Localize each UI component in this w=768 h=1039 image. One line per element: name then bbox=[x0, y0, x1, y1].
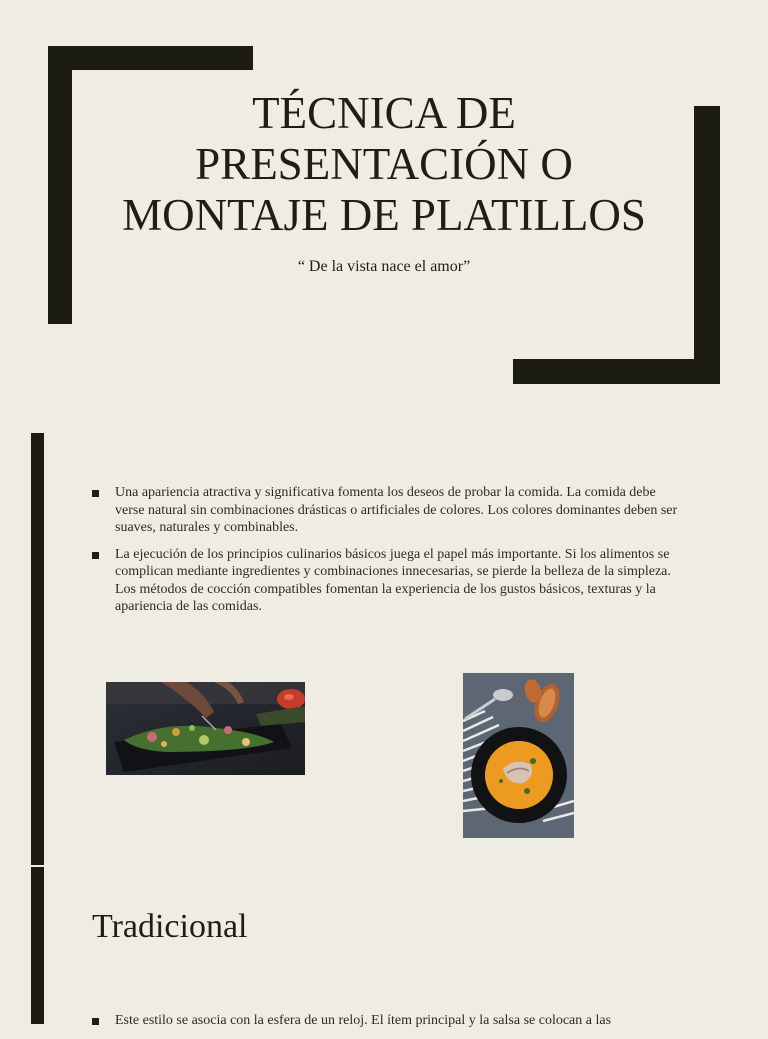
list-item bbox=[92, 546, 682, 616]
list-item bbox=[92, 484, 682, 537]
tradicional-slide-accent-bar bbox=[31, 867, 44, 1024]
salad-plating-image bbox=[106, 682, 305, 775]
list-item bbox=[92, 1012, 712, 1030]
content-bullet-list bbox=[92, 484, 682, 625]
soup-bowl-image bbox=[463, 673, 574, 838]
bullet-text: Una apariencia atractiva y significativa fomenta los deseos de probar la comida. La comida debe verse natural sin combinaciones drásticas o artificiales de colores. Los colores dominantes deben ser suaves, naturales y combinables. bbox=[115, 485, 678, 535]
soup-bowl-photo bbox=[463, 673, 574, 838]
frame-bottom-right-horizontal bbox=[513, 359, 720, 384]
bullet-text: La ejecución de los principios culinarios básicos juega el papel más importante. Si los alimentos se complican mediante ingredientes y combinaciones innecesarias, se pierde la belleza de la simpleza. Los métodos de cocción compatibles fomentan la experiencia de los gustos básicos, texturas y la apariencia de las comidas. bbox=[115, 546, 671, 614]
slide-title-line: TÉCNICA DE bbox=[252, 88, 516, 138]
salad-plating-photo bbox=[106, 682, 305, 775]
section-heading: Tradicional bbox=[92, 908, 248, 945]
slide-subtitle: “ De la vista nace el amor” bbox=[297, 258, 471, 275]
square-bullet-icon bbox=[92, 552, 99, 559]
square-bullet-icon bbox=[92, 490, 99, 497]
frame-top-left-horizontal bbox=[48, 46, 253, 70]
content-slide-accent-bar bbox=[31, 433, 44, 865]
bullet-text: Este estilo se asocia con la esfera de un reloj. El ítem principal y la salsa se colocan a las bbox=[115, 1013, 612, 1028]
slide-title-line: MONTAJE DE PLATILLOS bbox=[122, 190, 646, 240]
frame-bottom-right-vertical bbox=[694, 106, 720, 384]
slide-title bbox=[80, 88, 688, 241]
frame-top-left-vertical bbox=[48, 46, 72, 324]
tradicional-bullet-list bbox=[92, 1012, 712, 1039]
slide-title-line: PRESENTACIÓN O bbox=[195, 139, 573, 189]
